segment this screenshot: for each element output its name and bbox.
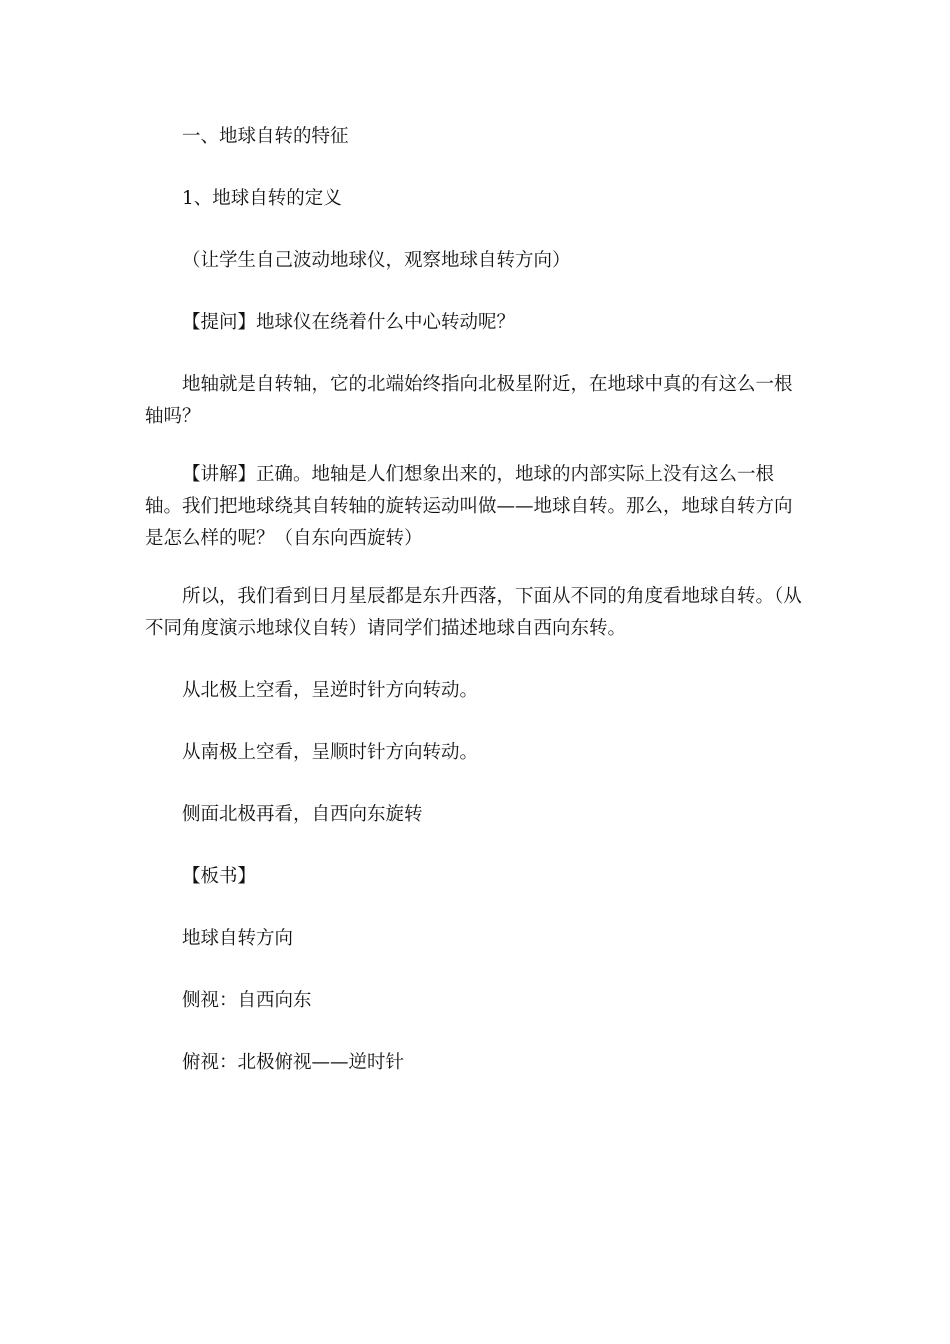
paragraph-north-pole-view: 从北极上空看，呈逆时针方向转动。 bbox=[182, 680, 479, 701]
subsection-heading: 1、地球自转的定义 bbox=[182, 188, 342, 209]
paragraph-demonstration: 所以，我们看到日月星辰都是东升西落，下面从不同的角度看地球自转。（从不同角度演示地球仪自转）请同学们描述地球自西向东转。 bbox=[145, 586, 802, 639]
paragraph-earth-axis: 地轴就是自转轴，它的北端始终指向北极星附近，在地球中真的有这么一根轴吗？ bbox=[145, 374, 793, 427]
section-heading: 一、地球自转的特征 bbox=[182, 126, 349, 147]
blackboard-line-2: 侧视：自西向东 bbox=[182, 990, 312, 1011]
blackboard-line-3: 俯视：北极俯视——逆时针 bbox=[182, 1052, 405, 1073]
paragraph-instruction: （让学生自己波动地球仪，观察地球自转方向） bbox=[182, 250, 571, 271]
document-body bbox=[145, 121, 805, 1079]
blackboard-line-1: 地球自转方向 bbox=[182, 928, 294, 949]
blackboard-heading: 【板书】 bbox=[182, 866, 257, 887]
paragraph-question: 【提问】地球仪在绕着什么中心转动呢？ bbox=[182, 312, 516, 333]
paragraph-explanation: 【讲解】正确。地轴是人们想象出来的，地球的内部实际上没有这么一根轴。我们把地球绕其自转轴的旋转运动叫做——地球自转。那么，地球自转方向是怎么样的呢？（自东向西旋转） bbox=[145, 464, 793, 549]
paragraph-side-view: 侧面北极再看，自西向东旋转 bbox=[182, 804, 423, 825]
paragraph-south-pole-view: 从南极上空看，呈顺时针方向转动。 bbox=[182, 742, 479, 763]
